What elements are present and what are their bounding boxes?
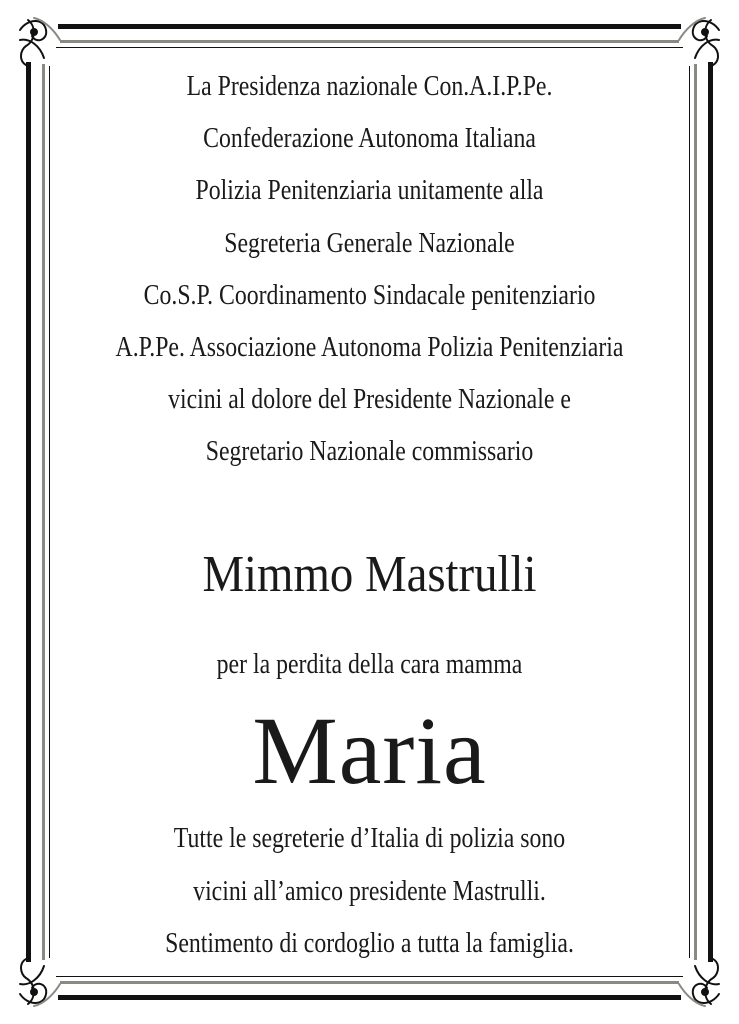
intro-line: Co.S.P. Coordinamento Sindacale penitenziario bbox=[143, 278, 596, 311]
corner-ornament-top-left bbox=[20, 18, 60, 66]
intro-line: Confederazione Autonoma Italiana bbox=[203, 122, 536, 155]
closing-line: vicini all’amico presidente Mastrulli. bbox=[193, 874, 546, 907]
intro-line: Polizia Penitenziaria unitamente alla bbox=[195, 174, 544, 207]
deceased-name: Maria bbox=[252, 697, 487, 804]
loss-text: per la perdita della cara mamma bbox=[216, 648, 523, 680]
corner-ornament-top-right bbox=[679, 18, 719, 66]
intro-line: vicini al dolore del Presidente Nazionale e bbox=[168, 383, 571, 416]
closing-line: Sentimento di cordoglio a tutta la famiglia. bbox=[165, 927, 574, 959]
intro-line: Segreteria Generale Nazionale bbox=[224, 226, 515, 259]
intro-paragraph bbox=[40, 60, 699, 478]
closing-line: Tutte le segreterie d’Italia di polizia sono bbox=[173, 822, 566, 854]
closing-paragraph bbox=[40, 812, 699, 970]
intro-line: La Presidenza nazionale Con.A.I.P.Pe. bbox=[186, 70, 553, 102]
bereaved-name: Mimmo Mastrulli bbox=[202, 546, 537, 603]
intro-line: A.P.Pe. Associazione Autonoma Polizia Penitenziaria bbox=[115, 330, 624, 363]
intro-line: Segretario Nazionale commissario bbox=[205, 435, 534, 468]
